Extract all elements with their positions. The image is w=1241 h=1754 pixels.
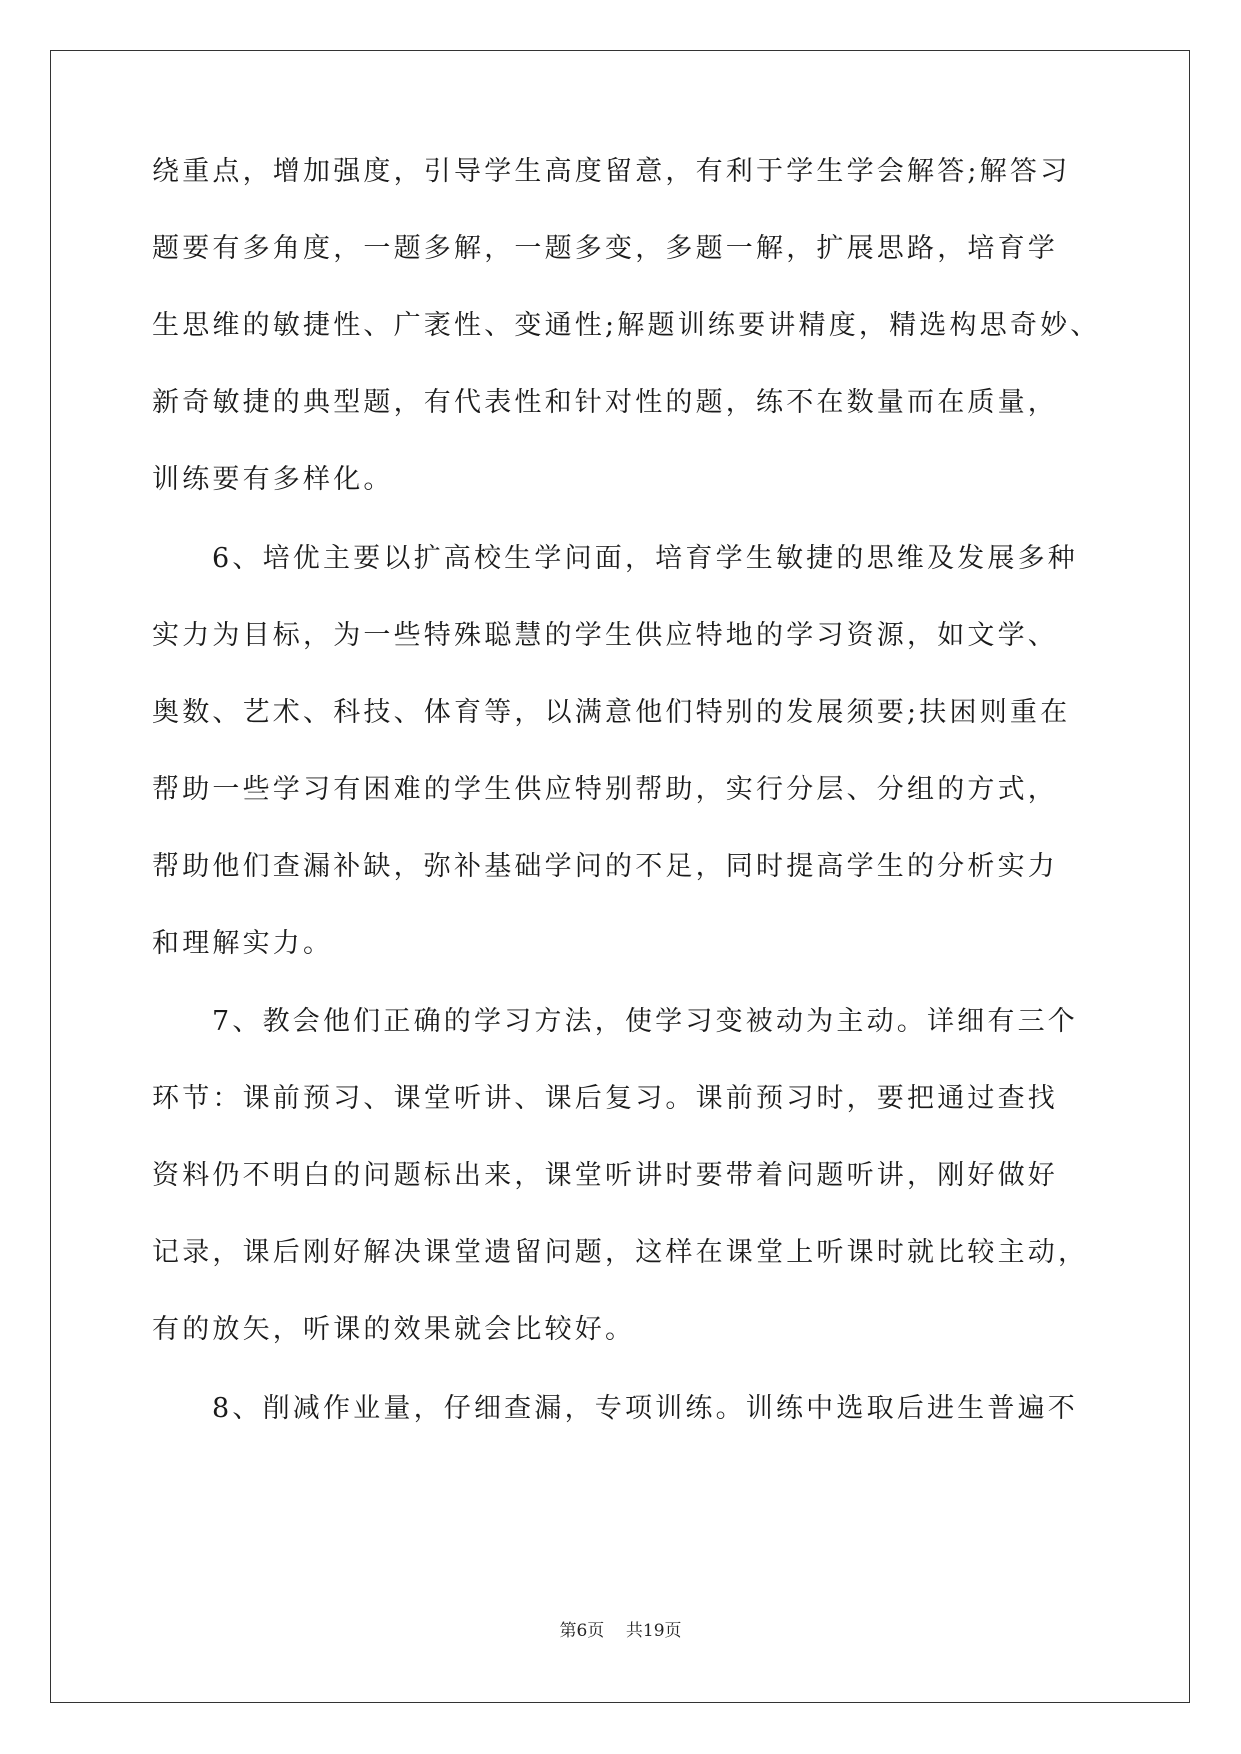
paragraph-first-line: 6、培优主要以扩高校生学问面，培育学生敏捷的思维及发展多种: [212, 543, 1078, 574]
text-line: 和理解实力。: [152, 928, 334, 959]
footer-spacer: [604, 1621, 626, 1641]
text-line: 有的放矢，听课的效果就会比较好。: [152, 1314, 636, 1345]
text-line: 奥数、艺术、科技、体育等，以满意他们特别的发展须要;扶困则重在: [152, 697, 1071, 728]
text-line: 题要有多角度，一题多解，一题多变，多题一解，扩展思路，培育学: [152, 233, 1058, 264]
text-line: 生思维的敏捷性、广袤性、变通性;解题训练要讲精度，精选构思奇妙、: [152, 310, 1101, 341]
text-line: 新奇敏捷的典型题，有代表性和针对性的题，练不在数量而在质量，: [152, 387, 1058, 418]
text-line: 训练要有多样化。: [152, 464, 394, 495]
text-line: 绕重点，增加强度，引导学生高度留意，有利于学生学会解答;解答习: [152, 156, 1071, 187]
paragraph-first-line: 7、教会他们正确的学习方法，使学习变被动为主动。详细有三个: [212, 1006, 1078, 1037]
page-number: 第6页: [559, 1621, 605, 1641]
page-total: 共19页: [625, 1621, 682, 1641]
text-line: 资料仍不明白的问题标出来，课堂听讲时要带着问题听讲，刚好做好: [152, 1160, 1058, 1191]
page-footer: [0, 1621, 1241, 1641]
text-line: 记录，课后刚好解决课堂遗留问题，这样在课堂上听课时就比较主动，: [152, 1237, 1089, 1268]
text-line: 帮助他们查漏补缺，弥补基础学问的不足，同时提高学生的分析实力: [152, 851, 1058, 882]
text-line: 帮助一些学习有困难的学生供应特别帮助，实行分层、分组的方式，: [152, 774, 1058, 805]
text-line: 实力为目标，为一些特殊聪慧的学生供应特地的学习资源，如文学、: [152, 620, 1058, 651]
paragraph-first-line: 8、削减作业量，仔细查漏，专项训练。训练中选取后进生普遍不: [212, 1393, 1078, 1424]
text-line: 环节：课前预习、课堂听讲、课后复习。课前预习时，要把通过查找: [152, 1083, 1058, 1114]
